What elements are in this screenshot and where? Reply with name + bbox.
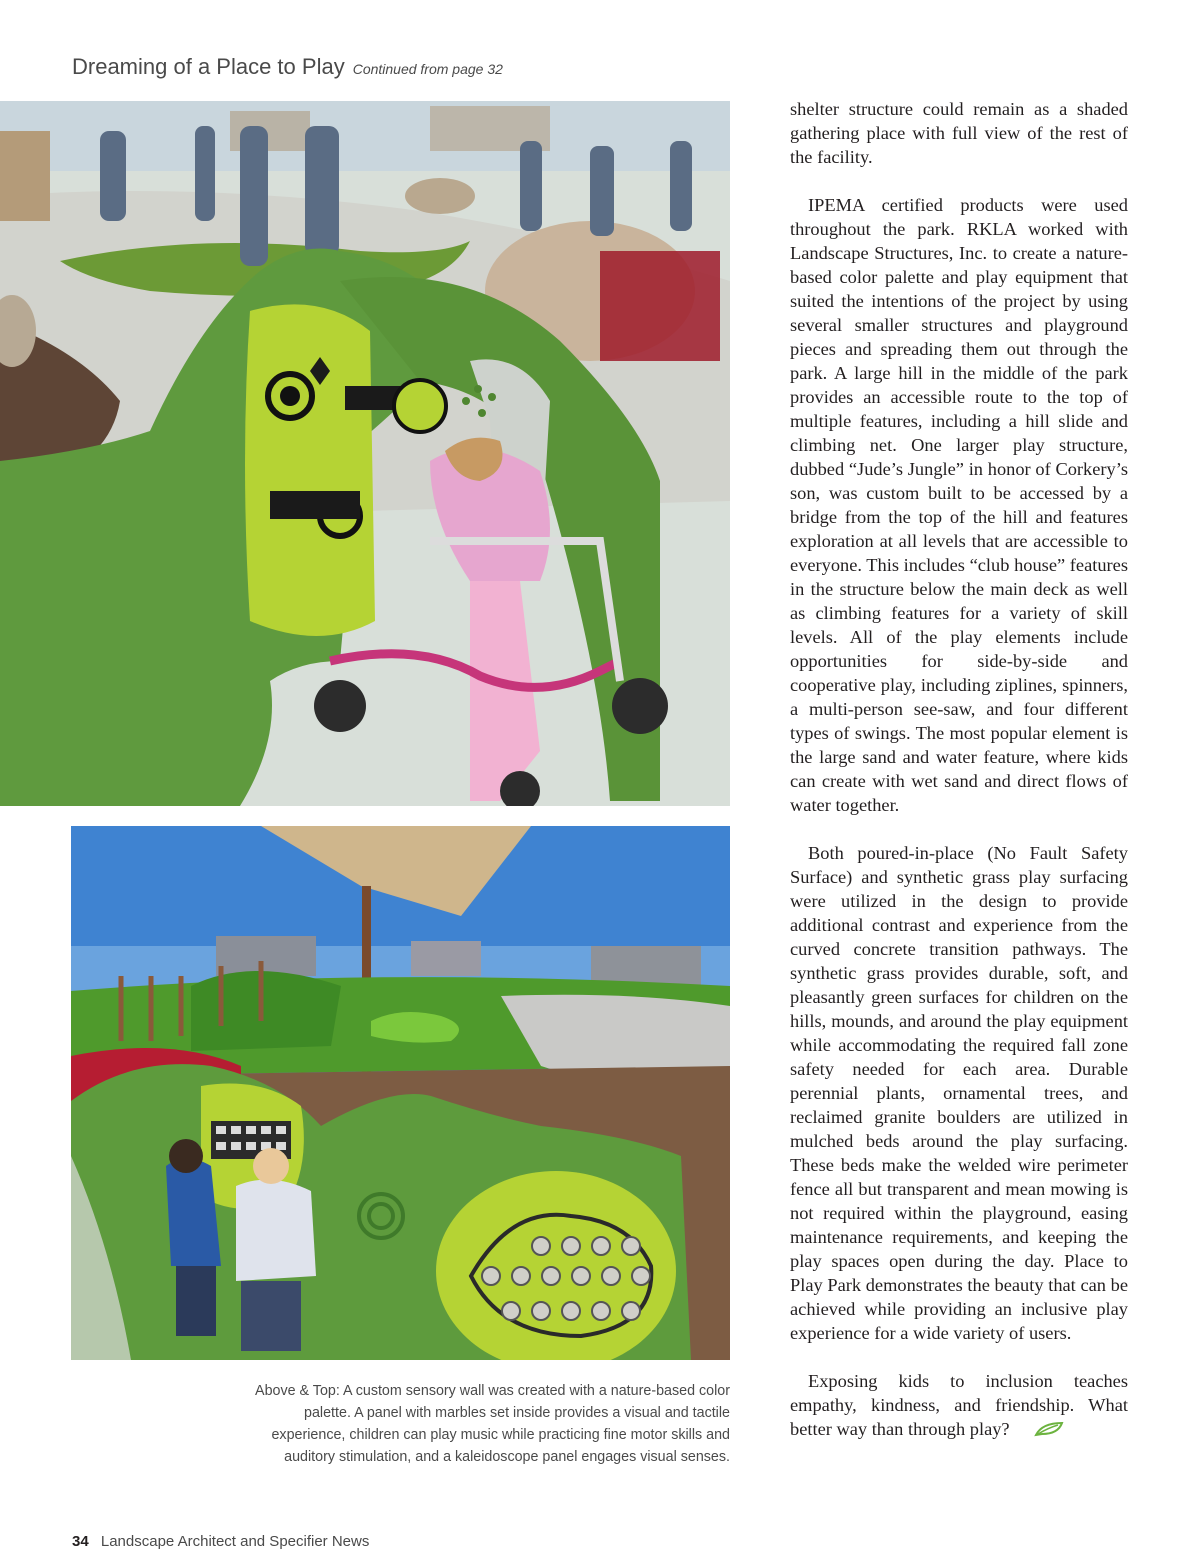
bottom-photo-marble-panel [71,826,730,1360]
top-photo-sensory-wall [0,101,730,806]
photo-caption: Above & Top: A custom sensory wall was created with a nature-based color palette. A panel with marbles set inside provides a visual and tactile experience, children can play music while practicing fine motor skills and auditory stimulation, and a kaleidoscope panel engages visual senses. [255,1383,730,1465]
continued-note: Continued from page 32 [352,61,503,77]
paragraph-4 [790,1369,1128,1443]
paragraph-2: IPEMA certified products were used throughout the park. RKLA worked with Landscape Structures, Inc. to create a nature-based color palette and play equipment that suited the intentions of the project by using several smaller structures and playground pieces and spreading them out through the park. A large hill in the middle of the park provides an accessible route to the top of multiple features, including a hill slide and climbing net. One larger play structure, dubbed “Jude’s Jungle” in honor of Corkery’s son, was custom built to be accessed by a bridge from the top of the hill and features exploration at all levels that are accessible to everyone. This includes “club house” features in the structure below the main deck as well as climbing features for a variety of skill levels. All of the play elements include opportunities for side-by-side and cooperative play, including ziplines, spinners, a multi-person see-saw, and four different types of swings. The most popular element is the large sand and water feature, where kids can create with wet sand and direct flows of water together. [790,195,1128,815]
leaf-icon [1016,1419,1064,1443]
article-title: Dreaming of a Place to Play [72,54,345,79]
publication-name: Landscape Architect and Specifier News [100,1533,370,1550]
page-footer [72,1533,369,1550]
article-body [790,97,1128,1467]
paragraph-1: shelter structure could remain as a shaded gathering place with full view of the rest of the facility. [790,99,1128,167]
closing-text: Exposing kids to inclusion teaches empathy, kindness, and friendship. What better way than through play? [790,1371,1128,1439]
page-number: 34 [72,1533,89,1550]
paragraph-3: Both poured-in-place (No Fault Safety Surface) and synthetic grass play surfacing were utilized in the design to provide additional contrast and experience from the curved concrete transition pathways. The synthetic grass provides durable, soft, and pleasantly green surfaces for children on the hills, mounds, and around the play equipment while accommodating the required fall zone safety needed for each area. Durable perennial plants, ornamental trees, and reclaimed granite boulders are utilized in mulched beds around the play surfacing. These beds make the welded wire perimeter fence all but transparent and mean mowing is not required within the playground, easing maintenance requirements, and keeping the play spaces open during the day. Place to Play Park demonstrates the beauty that can be achieved while providing an inclusive play experience for a wide variety of users. [790,843,1128,1343]
page-header [72,54,503,80]
